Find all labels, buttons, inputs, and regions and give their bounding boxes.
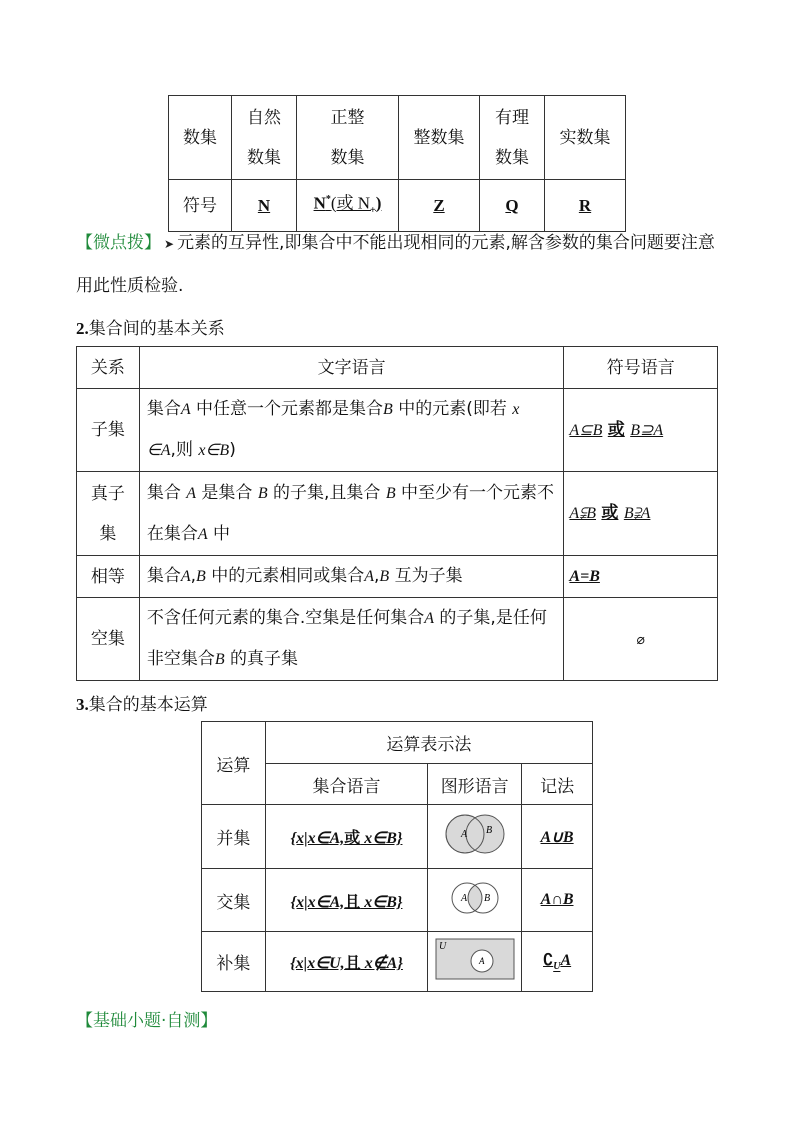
symbol-label: 符号 [169,180,232,232]
symbol-part: (或 N [330,193,371,213]
set-b-circle [466,815,504,853]
table-row [202,722,593,764]
var: x [198,442,206,459]
table-row [77,556,718,598]
label-a: A [460,892,467,904]
cell-text: 数集 [183,127,217,148]
symbol-language-cell [564,472,718,556]
venn-union-diagram [439,811,511,857]
table-row [77,347,718,389]
expr: x∉A} [360,955,403,972]
text-language-cell [139,598,564,681]
header-cell: 运算 [202,722,266,805]
operation-name: 交集 [202,869,266,932]
var: A [424,610,435,627]
header-cell [480,96,545,180]
conj: 或 [607,419,625,440]
text-language-cell [139,472,564,556]
venn-intersection-cell [428,869,522,932]
tip-text: 元素的互异性,即集合中不能出现相同的元素,解含参数的集合问题要注意用此性质检验. [76,233,715,296]
text: ,则 [170,440,199,460]
expr: x∈B} [360,893,403,911]
var: A [186,484,197,502]
text: 中的元素(即若 [392,399,513,419]
conj: 或 [601,503,619,523]
relation-cell: 子集 [77,389,140,472]
label-a: A [460,829,467,840]
text: 中的元素相同或集合 [205,566,365,586]
symbol-language-cell [564,389,718,472]
cell-text: 自然 [247,107,281,128]
table-row [169,96,626,180]
relation-cell: 空集 [77,598,140,681]
notation [522,932,593,992]
table-row [77,472,718,556]
venn-complement-cell [428,932,522,992]
footer-section [76,1000,726,1042]
relation-cell: 相等 [77,556,140,598]
text: 集合 [146,482,187,503]
symbol-part: N [313,193,326,213]
notation-sub: U [553,961,561,973]
var: A [364,568,374,585]
venn-union-cell [428,805,522,869]
text: 集合 [146,566,181,586]
expr: x∈B} [360,830,403,847]
text: 集 [99,523,117,544]
header-cell [297,96,399,180]
section-title: 集合的基本运算 [88,695,208,715]
var: B [383,401,393,418]
cell-text: 有理 [495,107,529,128]
symbol-language-cell [564,556,718,598]
table-row [77,598,718,681]
text: , [190,566,197,586]
table-row [202,805,593,869]
var: A [197,525,208,543]
header-cell: 图形语言 [428,764,522,805]
set-relations-table [76,346,718,681]
text: ) [229,440,236,460]
symbol: A⊆B [569,421,603,439]
operation-name: 并集 [202,805,266,869]
conj: 或 [344,828,361,847]
table-row [202,932,593,992]
symbol-sup: * [325,194,331,205]
complement-symbol: ∁ [543,952,554,970]
venn-intersection-diagram [439,875,511,921]
cell-text: 数集 [330,147,365,168]
symbol: B⊇A [630,421,664,439]
table-row [77,389,718,472]
text: ∈ [146,442,161,459]
footer-label: 【基础小题·自测】 [76,1011,218,1031]
var: A [180,568,191,585]
text-language-cell [139,556,564,598]
header-cell [169,96,232,180]
text: 不含任何元素的集合.空集是任何集合 [146,608,425,628]
var: x [512,401,520,418]
section-number: 2. [76,319,89,338]
conj: 且 [344,953,361,972]
label-u: U [438,941,446,952]
label-b: B [485,825,492,836]
var: B [219,442,230,459]
text: ∈ [205,442,220,459]
set-expression [265,869,427,932]
section-3-heading [76,690,208,715]
header-cell: 记法 [522,764,593,805]
header-cell [545,96,626,180]
section-title: 集合间的基本关系 [88,319,225,339]
text: , [373,566,380,586]
header-cell [399,96,480,180]
text: 中 [207,523,231,544]
header-cell [232,96,297,180]
set-operations-table [201,721,593,992]
text-language-cell [139,389,564,472]
expr: {x|x∈A, [290,830,345,847]
text: 中任意一个元素都是集合 [190,399,384,419]
expr: {x|x∈A, [290,893,345,911]
empty-set-symbol: ⌀ [636,631,645,648]
var: B [257,484,268,502]
symbol-real: R [545,180,626,232]
symbol-part: ) [375,193,382,213]
cell-text: 正整 [330,107,365,128]
tip-label: 【微点拨】 [76,233,161,253]
set-expression [265,932,427,992]
expr: {x|x∈U, [290,955,345,972]
symbol-sub: + [370,205,376,217]
symbol: A=B [569,568,600,585]
header-cell: 符号语言 [564,347,718,389]
section-number: 3. [76,695,89,714]
text: 集合 [146,399,181,419]
text: 真子 [90,483,125,504]
tip-paragraph [76,222,726,307]
cell-text: 数集 [247,147,281,168]
var: B [196,568,206,585]
header-cell: 关系 [77,347,140,389]
text: 的真子集 [224,649,299,669]
cell-text: 整数集 [413,127,465,148]
section-2-heading [76,314,225,339]
text: 中至少有一个元素不在集合 [146,482,555,544]
symbol-rational: Q [480,180,545,232]
notation-tail: A [560,952,572,970]
symbol-integer: Z [399,180,480,232]
operation-name: 补集 [202,932,266,992]
cell-text: 实数集 [559,127,611,148]
number-sets-table [168,95,626,232]
symbol-natural: N [232,180,297,232]
set-expression [265,805,427,869]
header-cell: 集合语言 [265,764,427,805]
var: B [385,484,396,502]
label-a: A [478,956,485,966]
text: 互为子集 [389,566,463,586]
header-cell: 运算表示法 [265,722,592,764]
notation: A∪B [522,805,593,869]
relation-cell [77,472,140,556]
notation: A∩B [522,869,593,932]
arrow-icon: ➤ [164,237,175,251]
var: A [180,401,191,418]
label-b: B [483,892,490,904]
cell-text: 数集 [495,147,529,168]
text: 的子集,且集合 [267,482,386,503]
text: 的子集,是任何非空集合 [146,608,547,669]
var: A [160,442,171,459]
conj: 且 [344,891,361,911]
symbol: A⫋B [569,505,597,522]
var: B [379,568,390,585]
venn-complement-diagram [434,936,516,982]
var: B [214,651,225,668]
symbol-language-cell [564,598,718,681]
text: 是集合 [196,482,258,503]
symbol: B⫌A [623,505,651,522]
header-cell: 文字语言 [139,347,564,389]
table-row [202,869,593,932]
